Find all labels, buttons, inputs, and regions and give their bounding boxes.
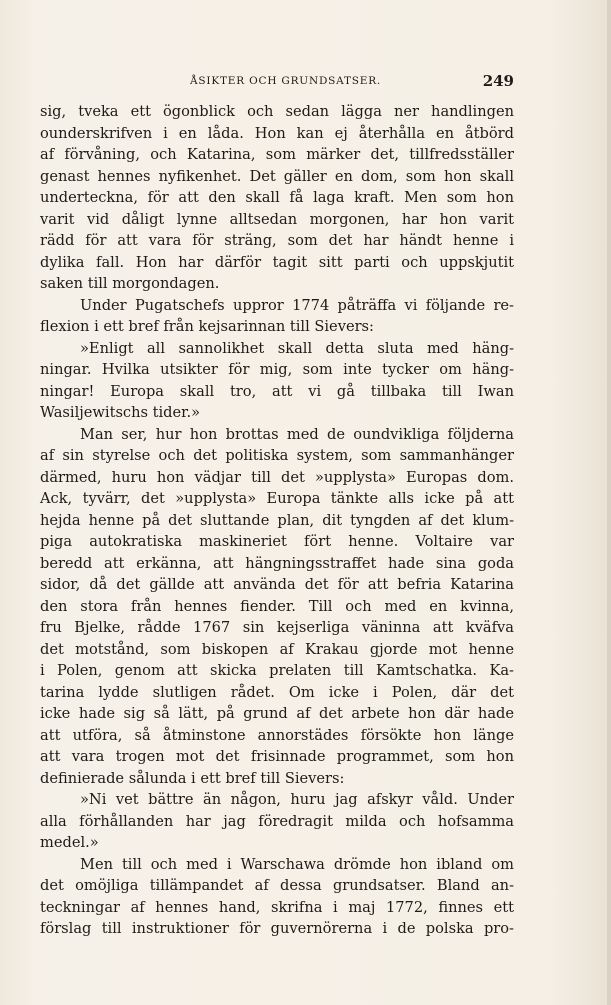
text-line: tarina lydde slutligen rådet. Om icke i Polen, där det xyxy=(40,683,514,701)
text-line: definierade sålunda i ett bref till Sievers: xyxy=(40,769,345,787)
text-line: att vara trogen mot det frisinnade programmet, som hon xyxy=(40,748,514,765)
text-line: teckningar af hennes hand, skrifna i maj 1772, finnes ett xyxy=(40,898,514,916)
text-line: icke hade sig så lätt, på grund af det arbete hon där hade xyxy=(40,705,514,722)
page-number: 249 xyxy=(482,72,514,90)
text-line: medel.» xyxy=(40,834,99,851)
text-line: »Enligt all sannolikhet skall detta sluta med häng- xyxy=(80,339,514,357)
text-line: »Ni vet bättre än någon, huru jag afskyr våld. Under xyxy=(80,791,514,808)
text-line: ningar! Europa skall tro, att vi gå tillbaka till Iwan xyxy=(40,382,514,400)
text-line: sig, tveka ett ögonblick och sedan lägga ner handlingen xyxy=(40,103,514,120)
text-line: hejda henne på det sluttande plan, dit tyngden af det klum- xyxy=(40,511,514,529)
text-line: underteckna, för att den skall få laga kraft. Men som hon xyxy=(40,189,514,206)
text-line: sidor, då det gällde att använda det för att befria Katarina xyxy=(40,576,514,593)
text-line: piga autokratiska maskineriet fört henne. Voltaire var xyxy=(40,533,514,550)
text-line: beredd att erkänna, att hängningsstraffet hade sina goda xyxy=(40,554,514,572)
text-line: alla förhållanden har jag föredragit milda och hofsamma xyxy=(40,812,514,830)
running-head: ÅSIKTER OCH GRUNDSATSER. xyxy=(190,75,382,87)
page-edge xyxy=(607,0,611,1005)
text-line: genast hennes nyfikenhet. Det gäller en dom, som hon skall xyxy=(40,167,514,185)
text-line: det omöjliga tillämpandet af dessa grundsatser. Bland an- xyxy=(40,877,514,894)
page-header xyxy=(40,72,514,92)
text-line: den stora från hennes fiender. Till och med en kvinna, xyxy=(40,597,514,615)
text-line: flexion i ett bref från kejsarinnan till Sievers: xyxy=(40,318,374,335)
text-line: Man ser, hur hon brottas med de oundvikliga följderna xyxy=(80,425,514,443)
text-line: fru Bjelke, rådde 1767 sin kejserliga väninna att kväfva xyxy=(40,619,514,636)
text-line: saken till morgondagen. xyxy=(40,275,220,292)
text-line: af sin styrelse och det politiska system, som sammanhänger xyxy=(40,447,514,464)
body-text xyxy=(40,101,514,940)
text-line: Ack, tyvärr, det »upplysta» Europa tänkte alls icke på att xyxy=(40,490,514,507)
text-line: därmed, huru hon vädjar till det »upplysta» Europas dom. xyxy=(40,468,514,486)
text-line: Wasiljewitschs tider.» xyxy=(40,404,201,421)
text-line: Men till och med i Warschawa drömde hon ibland om xyxy=(80,855,514,873)
text-line: Under Pugatschefs uppror 1774 påträffa vi följande re- xyxy=(80,296,514,314)
text-line: af förvåning, och Katarina, som märker det, tillfredsställer xyxy=(40,146,514,163)
text-line: i Polen, genom att skicka prelaten till Kamtschatka. Ka- xyxy=(40,662,514,679)
text-line: förslag till instruktioner för guvernörerna i de polska pro- xyxy=(40,920,514,937)
text-line: varit vid dåligt lynne alltsedan morgonen, har hon varit xyxy=(40,210,514,228)
text-line: att utföra, så åtminstone annorstädes försökte hon länge xyxy=(40,726,514,744)
text-line: ounderskrifven i en låda. Hon kan ej återhålla en åtbörd xyxy=(40,124,514,142)
text-line: det motstånd, som biskopen af Krakau gjorde mot henne xyxy=(40,640,514,658)
text-line: ningar. Hvilka utsikter för mig, som inte tycker om häng- xyxy=(40,361,514,378)
text-line: dylika fall. Hon har därför tagit sitt parti och uppskjutit xyxy=(40,253,514,271)
text-line: rädd för att vara för sträng, som det har händt henne i xyxy=(40,232,514,249)
